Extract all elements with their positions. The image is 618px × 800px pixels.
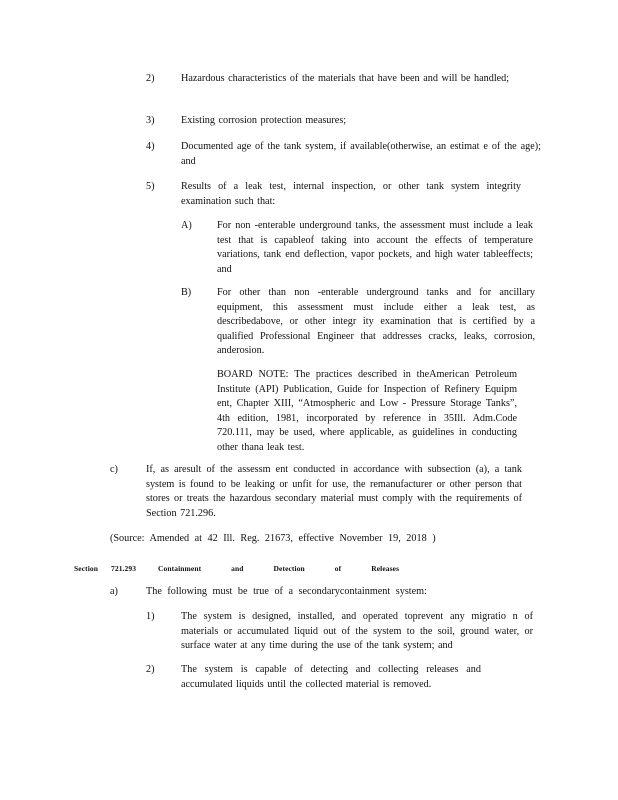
paragraph-documented-age: Documented age of the tank system, if available(otherwise, an estimat e of the age); and [181, 141, 541, 167]
paragraph-system-designed: The system is designed, installed, and operated toprevent any migratio n of materials or accumulated liquid out of the system to the soil, ground water, or surface water at any time during the use of the tank system; and [181, 611, 533, 651]
source-note: (Source: Amended at 42 Ill. Reg. 21673, effective November 19, 2018 ) [110, 533, 436, 544]
list-label: A) [181, 220, 192, 231]
section-number: 721.293 [111, 564, 137, 573]
paragraph-hazardous-characteristics: Hazardous characteristics of the materials that have been and will be handled; [181, 73, 510, 84]
list-label: 5) [146, 181, 155, 192]
paragraph-secondary-containment: The following must be true of a secondarycontainment system: [146, 586, 427, 597]
list-label: 1) [146, 611, 155, 622]
list-label: 4) [146, 141, 155, 152]
paragraph-leaking-tank-system: If, as aresult of the assessm ent conducted in accordance with subsection (a), a tank system is found to be leaking or unfit for use, the remanufacturer or other person that stores or treats the hazardous secondary material must comply with the requirements of Section 721.296. [146, 464, 522, 519]
paragraph-ancillary-equipment: For other than non -enterable underground tanks and for ancillary equipment, this assessment must include either a leak test, as describedabove, or other integr ity examination that is certified by a qualified Professional Engineer that addresses cracks, leaks, corrosion, anderosion. [217, 287, 535, 356]
section-title: Containment and Detection of Releases [158, 564, 400, 573]
paragraph-results-leak-test: Results of a leak test, internal inspection, or other tank system integrity examination such that: [181, 181, 521, 207]
list-label: 3) [146, 115, 155, 126]
list-label: a) [110, 586, 118, 597]
list-label: c) [110, 464, 118, 475]
paragraph-detecting-releases: The system is capable of detecting and collecting releases and accumulated liquids until the collected material is removed. [181, 664, 481, 690]
section-word: Section [74, 564, 99, 573]
paragraph-corrosion-protection: Existing corrosion protection measures; [181, 115, 347, 126]
paragraph-non-enterable-tanks: For non -enterable underground tanks, the assessment must include a leak test that is capableof taking into account the effects of temperature variations, tank end deflection, vapor pockets, and high water tableeffects; and [217, 220, 533, 275]
board-note: BOARD NOTE: The practices described in theAmerican Petroleum Institute (API) Publication, Guide for Inspection of Refinery Equipm ent, Chapter XIII, “Atmospheric and Low - Pressure Storage Tanks”, 4th edition, 1981, incorporated by reference in 35Ill. Adm.Code 720.111, may be used, where applicable, as guidelines in conducting other thana leak test. [217, 369, 517, 453]
list-label: 2) [146, 73, 155, 84]
list-label: 2) [146, 664, 155, 675]
list-label: B) [181, 287, 192, 298]
